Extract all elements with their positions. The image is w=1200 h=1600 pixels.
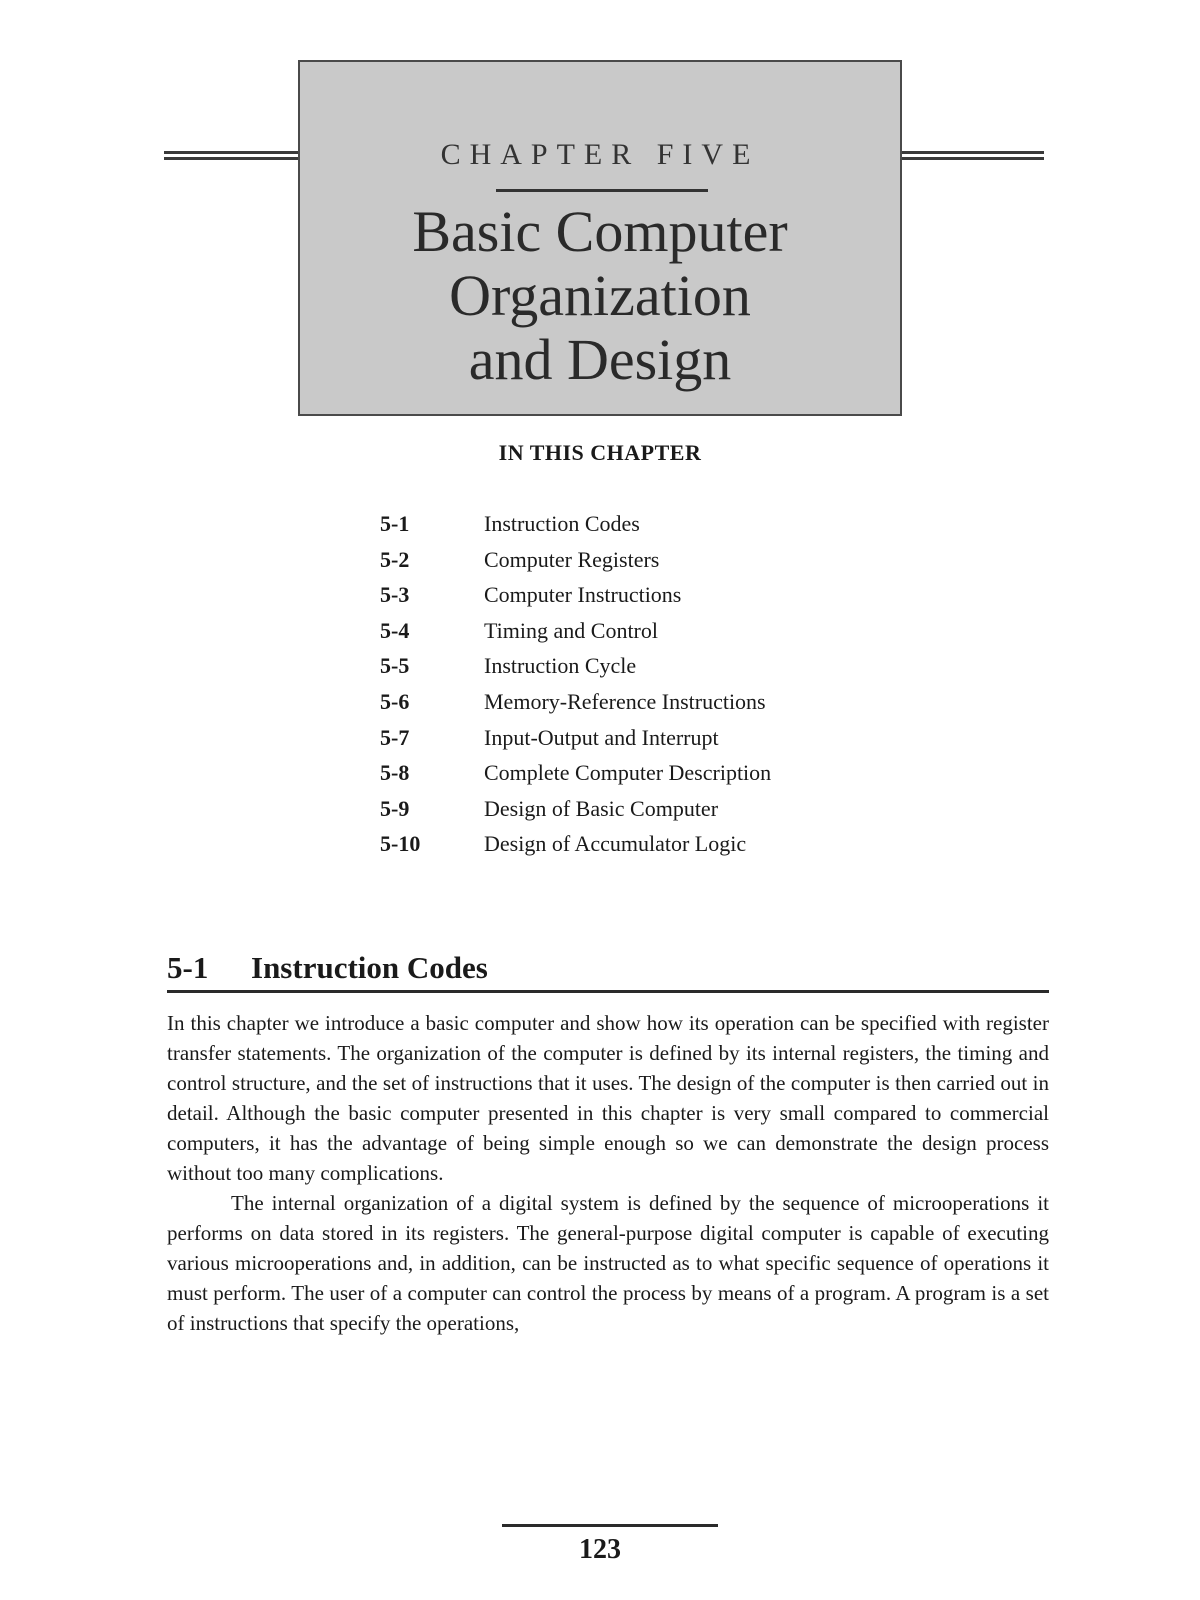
toc-item-title: Instruction Cycle [484,653,637,679]
toc-item-number: 5-4 [380,617,410,643]
toc-item-number: 5-3 [380,582,410,608]
toc-item [380,648,771,684]
toc-item-title: Instruction Codes [484,511,640,536]
toc-item [380,684,771,720]
toc-item [380,542,771,578]
chapter-title [300,200,900,392]
toc-item-title: Complete Computer Description [484,760,772,786]
chapter-divider [496,189,708,192]
toc-item [380,720,771,756]
page-number: 123 [579,1534,621,1565]
toc-item [380,613,771,649]
toc-item-title: Computer Registers [484,546,660,572]
chapter-title-line: Organization [449,263,751,328]
toc-item-number: 5-8 [380,760,410,786]
section-number: 5-1 [167,950,209,985]
toc-item-number: 5-6 [380,688,410,714]
section-title: Instruction Codes [251,950,488,985]
chapter-side-rule-right [902,151,1044,160]
toc-item-number: 5-9 [380,795,410,821]
toc-item [380,506,771,542]
chapter-title-line: Basic Computer [412,199,788,264]
body-paragraph: In this chapter we introduce a basic computer and show how its operation can be specified with register transfer statements. The organization of the computer is defined by its internal registers, the timing and control structure, and the set of instructions that it uses. The design of the computer is then carried out in detail. Although the basic computer presented in this chapter is very small compared to commercial computers, it has the advantage of being simple enough so we can demonstrate the design process without too many complications. [167,1011,1049,1185]
toc-item-title: Design of Basic Computer [484,795,719,821]
chapter-header-box [298,60,902,416]
toc-item [380,755,771,791]
section-body [167,1008,1049,1338]
toc-item-title: Memory-Reference Instructions [484,688,766,714]
toc-item-number: 5-7 [380,724,410,750]
toc-item-number: 5-5 [380,653,410,679]
toc-item-title: Design of Accumulator Logic [484,831,747,857]
toc-item [380,791,771,827]
toc-item [380,577,771,613]
toc-item-number: 5-1 [380,511,410,536]
toc-item-number: 5-10 [380,831,421,857]
chapter-label: CHAPTER FIVE [440,138,760,171]
body-paragraph: The internal organization of a digital system is defined by the sequence of microoperations it performs on data stored in its registers. The general-purpose digital computer is capable of executing various microoperations and, in addition, can be instructed as to what specific sequence of operations it must perform. The user of a computer can control the process by means of a program. A program is a set of instructions that specify the operations, [167,1191,1049,1335]
toc-heading: IN THIS CHAPTER [498,440,702,465]
toc-item-title: Timing and Control [484,617,658,643]
footer-rule [502,1524,718,1527]
toc-item [380,826,771,862]
toc-item-number: 5-2 [380,546,410,572]
section-heading [167,950,1049,993]
toc-list [380,506,771,862]
toc-item-title: Computer Instructions [484,582,682,608]
chapter-title-line: and Design [468,327,732,392]
chapter-side-rule-left [164,151,298,160]
toc-item-title: Input-Output and Interrupt [484,724,719,750]
